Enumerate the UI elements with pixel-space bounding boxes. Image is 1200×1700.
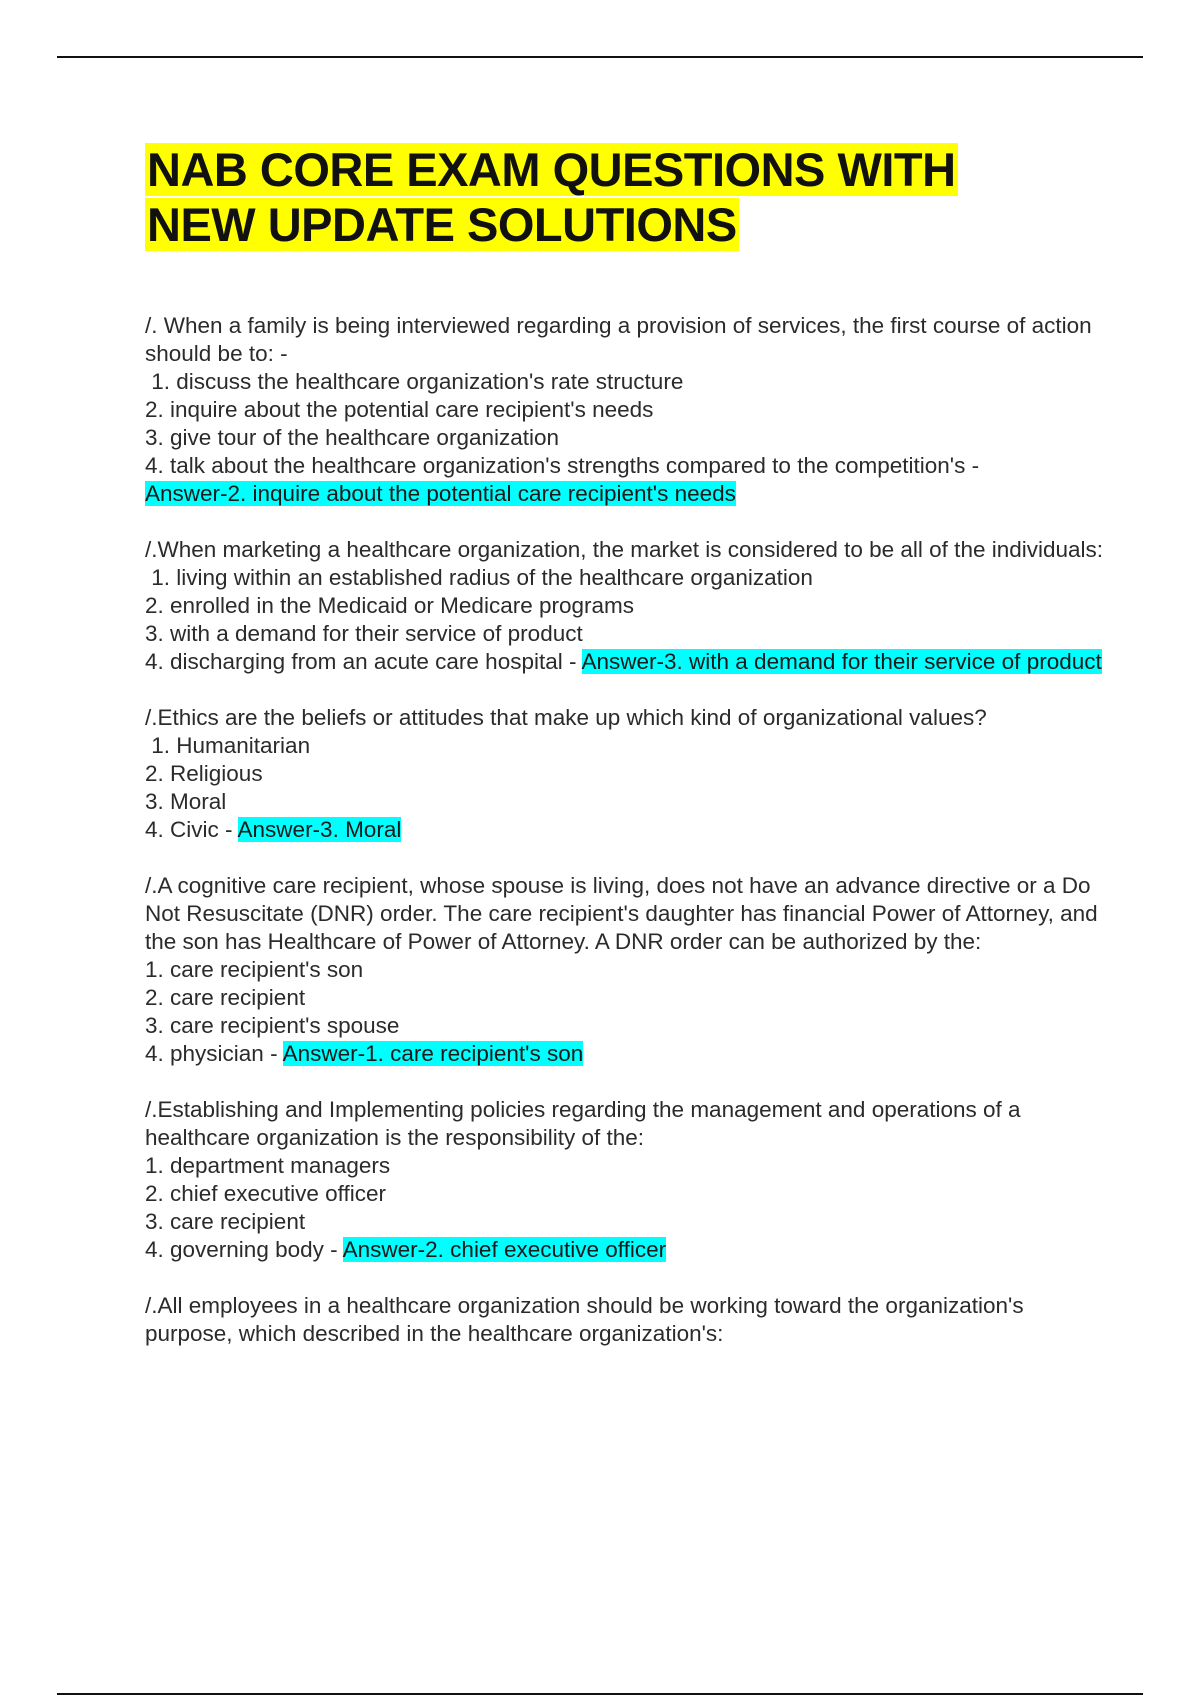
question-option: 1. department managers (145, 1153, 391, 1178)
question-option: 4. talk about the healthcare organization's strengths compared to the competition's - (145, 453, 980, 478)
question-option: 4. governing body - (145, 1237, 338, 1262)
question-1 (145, 312, 1105, 508)
question-option: 2. chief executive officer (145, 1181, 386, 1206)
answer-highlight: Answer-2. inquire about the potential care recipient's needs (145, 481, 736, 506)
question-option: 3. with a demand for their service of product (145, 621, 583, 646)
answer-highlight: Answer-1. care recipient's son (282, 1041, 584, 1066)
question-3 (145, 704, 1105, 844)
question-option: 4. discharging from an acute care hospital - (145, 649, 577, 674)
document-title (145, 142, 1105, 252)
question-option: 1. living within an established radius of the healthcare organization (145, 565, 813, 590)
document-body (145, 142, 1105, 1376)
question-option: 2. Religious (145, 761, 263, 786)
title-line-1: NAB CORE EXAM QUESTIONS WITH (147, 143, 956, 196)
question-option: 3. give tour of the healthcare organization (145, 425, 560, 450)
question-option: 3. care recipient's spouse (145, 1013, 400, 1038)
answer-highlight: Answer-3. with a demand for their service of product (581, 649, 1102, 674)
question-option: 2. enrolled in the Medicaid or Medicare programs (145, 593, 634, 618)
question-stem: /.A cognitive care recipient, whose spouse is living, does not have an advance directive or a Do Not Resuscitate (DNR) order. The care recipient's daughter has financial Power of Attorney, and the son has Healthcare of Power of Attorney. A DNR order can be authorized by the: (145, 873, 1098, 954)
question-stem: /. When a family is being interviewed regarding a provision of services, the first course of action should be to: - (145, 313, 1092, 366)
question-5 (145, 1096, 1105, 1264)
question-option: 3. Moral (145, 789, 227, 814)
question-6 (145, 1292, 1105, 1348)
question-option: 2. inquire about the potential care recipient's needs (145, 397, 654, 422)
question-option: 1. Humanitarian (145, 733, 311, 758)
question-option: 1. discuss the healthcare organization's rate structure (145, 369, 684, 394)
answer-highlight: Answer-3. Moral (237, 817, 402, 842)
title-line-2: NEW UPDATE SOLUTIONS (147, 198, 737, 251)
answer-highlight: Answer-2. chief executive officer (342, 1237, 667, 1262)
question-4 (145, 872, 1105, 1068)
question-option: 3. care recipient (145, 1209, 306, 1234)
question-stem: /.Ethics are the beliefs or attitudes that make up which kind of organizational values? (145, 705, 987, 730)
question-stem: /.When marketing a healthcare organization, the market is considered to be all of the individuals: (145, 537, 1104, 562)
question-option: 1. care recipient's son (145, 957, 364, 982)
question-stem: /.All employees in a healthcare organization should be working toward the organization's purpose, which described in the healthcare organization's: (145, 1293, 1024, 1346)
question-stem: /.Establishing and Implementing policies regarding the management and operations of a healthcare organization is the responsibility of the: (145, 1097, 1021, 1150)
top-rule (57, 56, 1143, 58)
bottom-rule (57, 1693, 1143, 1695)
question-2 (145, 536, 1105, 676)
question-option: 4. physician - (145, 1041, 278, 1066)
question-option: 2. care recipient (145, 985, 306, 1010)
question-option: 4. Civic - (145, 817, 233, 842)
